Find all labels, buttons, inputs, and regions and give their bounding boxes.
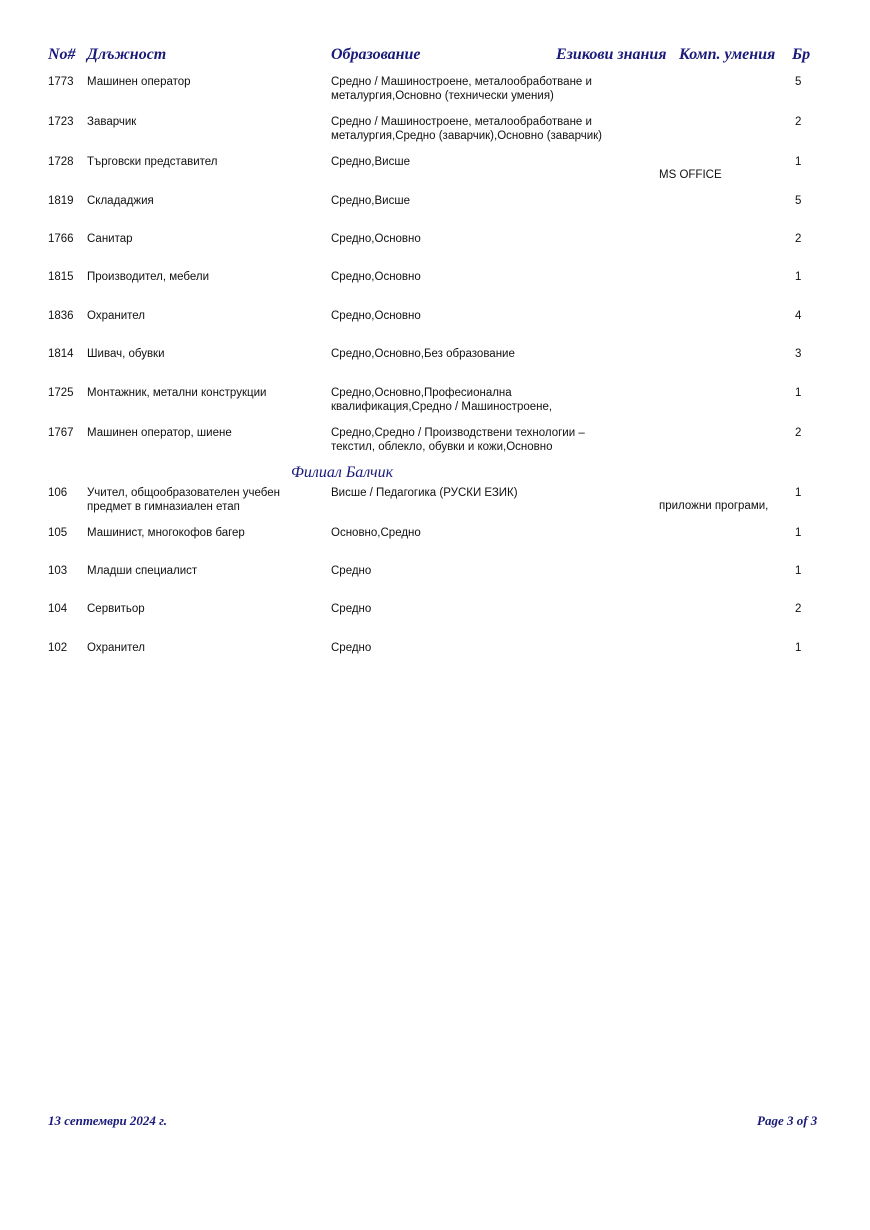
job-number: 1815: [48, 271, 74, 283]
header-no: No#: [48, 46, 76, 63]
job-count: 1: [795, 487, 802, 499]
job-position: Шивач, обувки: [87, 348, 165, 360]
job-education: Средно,Средно / Производствени технологии – текстил, облекло, обувки и кожи,Основно: [331, 427, 585, 453]
job-education: Средно,Основно: [331, 233, 421, 245]
job-education: Средно: [331, 642, 372, 654]
job-education: Основно,Средно: [331, 527, 421, 539]
job-number: 1836: [48, 310, 74, 322]
job-number: 104: [48, 603, 68, 615]
job-number: 1725: [48, 387, 74, 399]
job-number: 105: [48, 527, 68, 539]
job-count: 1: [795, 642, 802, 654]
job-count: 2: [795, 603, 802, 615]
job-computer-skills: MS OFFICE: [659, 169, 722, 181]
job-education: Висше / Педагогика (РУСКИ ЕЗИК): [331, 487, 518, 499]
job-count: 1: [795, 527, 802, 539]
job-position: Търговски представител: [87, 156, 218, 168]
job-number: 106: [48, 487, 68, 499]
job-count: 2: [795, 233, 802, 245]
job-count: 2: [795, 427, 802, 439]
job-position: Машинен оператор, шиене: [87, 427, 232, 439]
job-count: 5: [795, 76, 802, 88]
job-education: Средно,Основно: [331, 271, 421, 283]
header-computer: Комп. умения: [679, 46, 776, 63]
job-education: Средно,Основно,Професионална квалификация,Средно / Машиностроене,: [331, 387, 553, 413]
footer-page-number: Page 3 of 3: [757, 1113, 818, 1128]
job-position: Охранител: [87, 310, 145, 322]
job-number: 1773: [48, 76, 74, 88]
job-education: Средно,Основно,Без образование: [331, 348, 515, 360]
job-education: Средно: [331, 565, 372, 577]
job-education: Средно,Висше: [331, 195, 410, 207]
job-education: Средно / Машиностроене, металообработване и металургия,Средно (заварчик),Основно (заварчик): [331, 116, 602, 142]
job-position: Учител, общообразователен учебен предмет в гимназиален етап: [87, 487, 281, 513]
job-education: Средно,Висше: [331, 156, 410, 168]
job-position: Младши специалист: [87, 565, 198, 577]
job-count: 1: [795, 387, 802, 399]
job-count: 1: [795, 271, 802, 283]
job-count: 1: [795, 565, 802, 577]
job-number: 102: [48, 642, 68, 654]
job-number: 1819: [48, 195, 74, 207]
header-education: Образование: [331, 46, 421, 63]
section-title: Филиал Балчик: [291, 464, 394, 481]
job-count: 5: [795, 195, 802, 207]
header-position: Длъжност: [87, 46, 167, 63]
job-number: 1728: [48, 156, 74, 168]
footer-date: 13 септември 2024 г.: [48, 1113, 168, 1128]
job-position: Производител, мебели: [87, 271, 210, 283]
header-languages: Езикови знания: [556, 46, 667, 63]
job-position: Машинен оператор: [87, 76, 191, 88]
job-education: Средно,Основно: [331, 310, 421, 322]
job-position: Заварчик: [87, 116, 137, 128]
job-position: Сервитьор: [87, 603, 145, 615]
job-position: Машинист, многокофов багер: [87, 527, 245, 539]
job-count: 4: [795, 310, 802, 322]
job-number: 1767: [48, 427, 74, 439]
job-count: 2: [795, 116, 802, 128]
job-number: 103: [48, 565, 68, 577]
job-number: 1814: [48, 348, 74, 360]
job-position: Охранител: [87, 642, 145, 654]
job-count: 1: [795, 156, 802, 168]
job-count: 3: [795, 348, 802, 360]
job-education: Средно / Машиностроене, металообработване и металургия,Основно (технически умения): [331, 76, 592, 102]
job-position: Монтажник, метални конструкции: [87, 387, 267, 399]
header-count: Бр: [792, 46, 811, 63]
job-number: 1723: [48, 116, 74, 128]
job-position: Санитар: [87, 233, 133, 245]
job-computer-skills: приложни програми,: [659, 500, 769, 512]
job-position: Склададжия: [87, 195, 154, 207]
job-education: Средно: [331, 603, 372, 615]
job-number: 1766: [48, 233, 74, 245]
